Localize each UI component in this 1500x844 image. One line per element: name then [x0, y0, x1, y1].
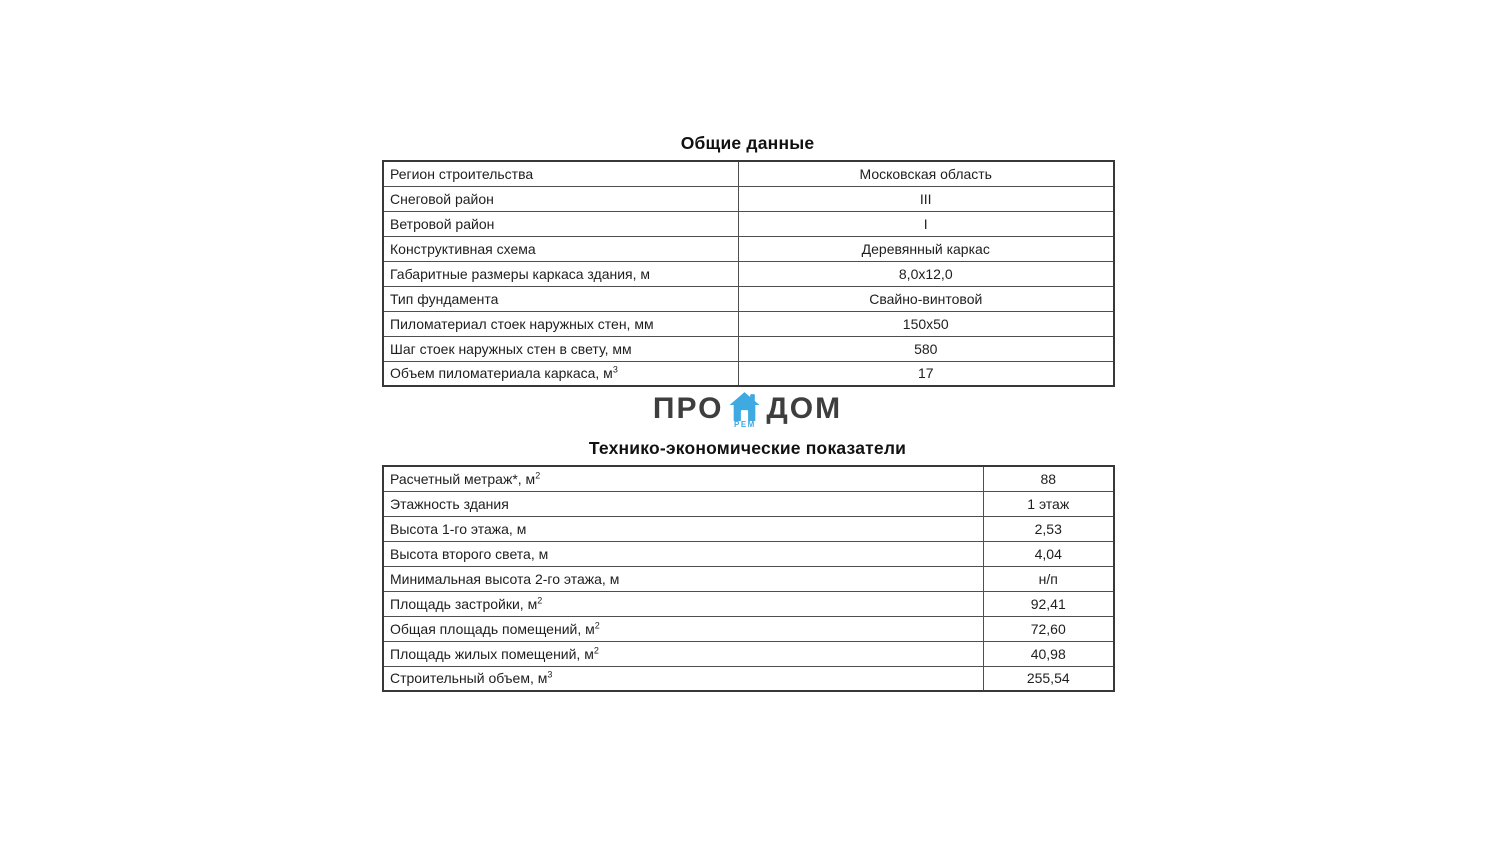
tech-table: [382, 465, 1115, 692]
row-value: 92,41: [983, 591, 1114, 616]
logo-icon-wrap: [728, 390, 761, 429]
general-table: [382, 160, 1115, 387]
row-label: Минимальная высота 2-го этажа, м: [383, 566, 983, 591]
row-label: Высота 1-го этажа, м: [383, 516, 983, 541]
row-value: 72,60: [983, 616, 1114, 641]
row-label: Габаритные размеры каркаса здания, м: [383, 261, 738, 286]
document-content: [382, 0, 1113, 692]
row-value: 150х50: [738, 311, 1114, 336]
row-value: III: [738, 186, 1114, 211]
table-row: [383, 261, 1114, 286]
table-row: [383, 186, 1114, 211]
row-label: Высота второго света, м: [383, 541, 983, 566]
logo-rem-label: РЕМ: [733, 420, 756, 429]
general-table-title: Общие данные: [680, 133, 815, 153]
row-value: 580: [738, 336, 1114, 361]
table-row: [383, 591, 1114, 616]
logo-text-pro: ПРО: [652, 392, 724, 425]
table-row: [383, 641, 1114, 666]
table-row: [383, 466, 1114, 491]
row-value: 1 этаж: [983, 491, 1114, 516]
row-label: Площадь жилых помещений, $м^2$: [383, 641, 983, 666]
row-label: Расчетный метраж*, $м^2$: [383, 466, 983, 491]
tech-table-title: Технико-экономические показатели: [588, 438, 907, 458]
row-value: 255,54: [983, 666, 1114, 691]
row-value: 8,0х12,0: [738, 261, 1114, 286]
logo: [382, 390, 1113, 436]
table-row: [383, 541, 1114, 566]
row-label: Этажность здания: [383, 491, 983, 516]
row-value: 2,53: [983, 516, 1114, 541]
row-label: Регион строительства: [383, 161, 738, 186]
row-label: Объем пиломатериала каркаса, $м^3$: [383, 361, 738, 386]
row-label: Тип фундамента: [383, 286, 738, 311]
row-label: Снеговой район: [383, 186, 738, 211]
logo-text-dom: ДОМ: [766, 392, 843, 425]
row-label: Конструктивная схема: [383, 236, 738, 261]
row-value: Московская область: [738, 161, 1114, 186]
row-label: Ветровой район: [383, 211, 738, 236]
table-row: [383, 161, 1114, 186]
table-row: [383, 211, 1114, 236]
row-value: 88: [983, 466, 1114, 491]
row-value: Деревянный каркас: [738, 236, 1114, 261]
table-row: [383, 616, 1114, 641]
row-label: Шаг стоек наружных стен в свету, мм: [383, 336, 738, 361]
row-label: Строительный объем, $м^3$: [383, 666, 983, 691]
table-row: [383, 566, 1114, 591]
table-row: [383, 236, 1114, 261]
row-value: 17: [738, 361, 1114, 386]
table-row: [383, 361, 1114, 386]
row-label: Пиломатериал стоек наружных стен, мм: [383, 311, 738, 336]
row-value: Свайно-винтовой: [738, 286, 1114, 311]
table-row: [383, 311, 1114, 336]
table-row: [383, 516, 1114, 541]
table-row: [383, 666, 1114, 691]
row-label: Общая площадь помещений, $м^2$: [383, 616, 983, 641]
row-value: 40,98: [983, 641, 1114, 666]
house-icon: [728, 390, 761, 423]
table-row: [383, 491, 1114, 516]
table-row: [383, 286, 1114, 311]
row-value: I: [738, 211, 1114, 236]
row-value: н/п: [983, 566, 1114, 591]
row-value: 4,04: [983, 541, 1114, 566]
table-row: [383, 336, 1114, 361]
row-label: Площадь застройки, $м^2$: [383, 591, 983, 616]
